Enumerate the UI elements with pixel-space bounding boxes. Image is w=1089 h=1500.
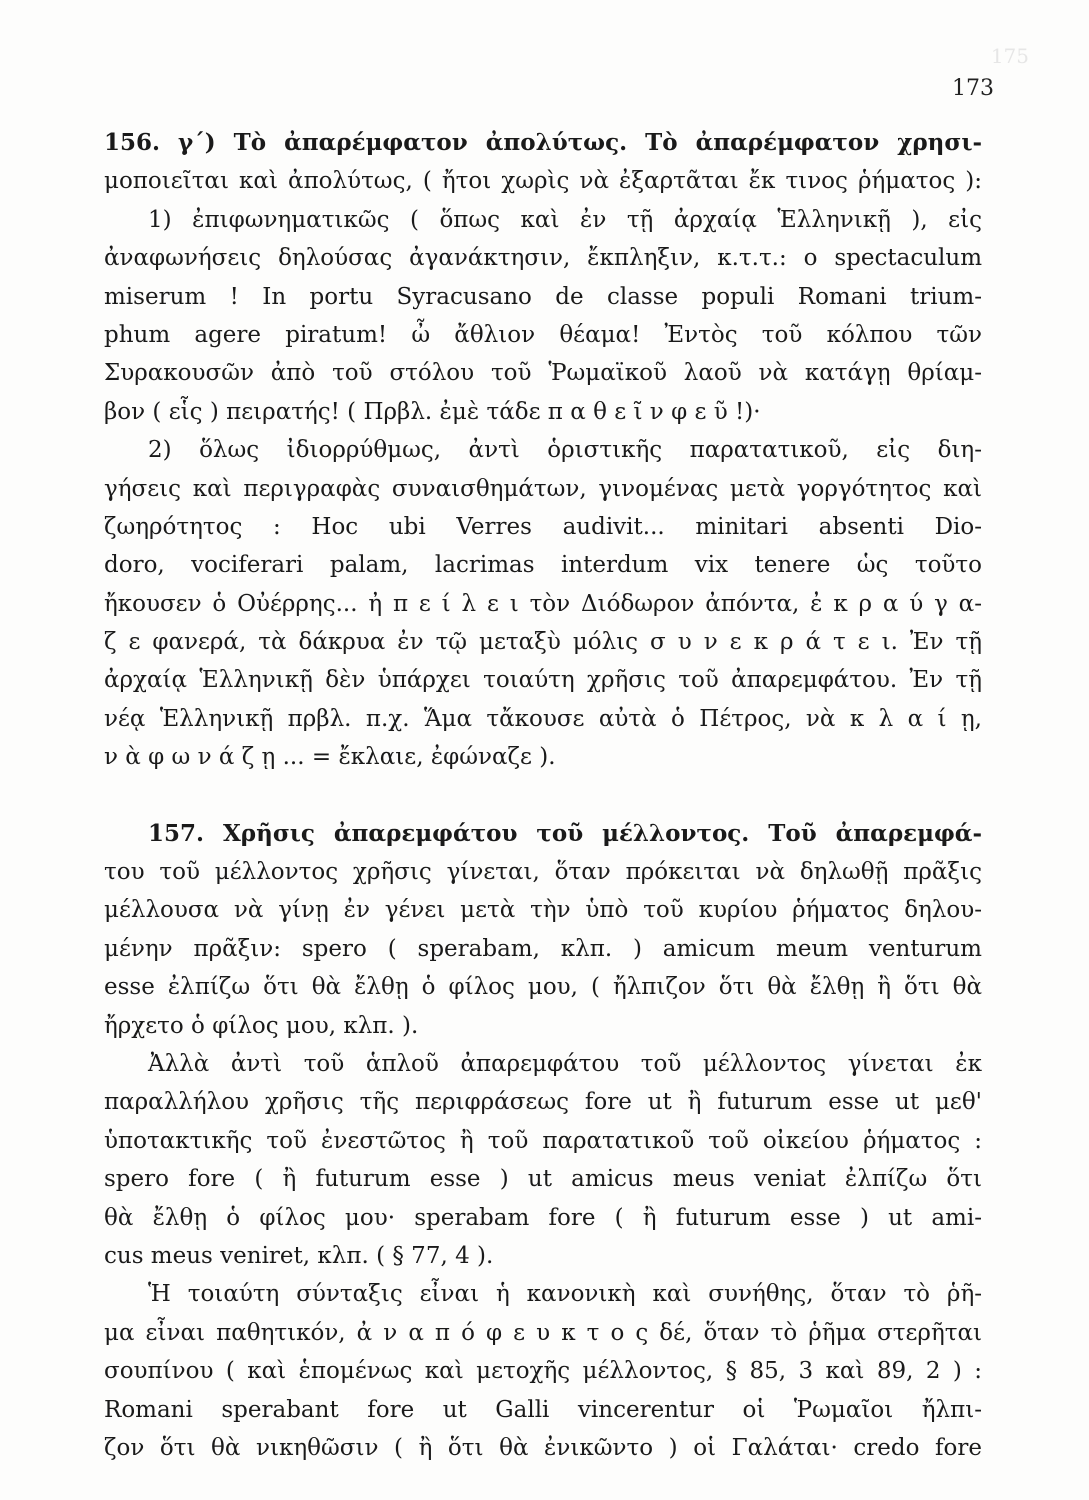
section-156-heading-line: 156. γ΄) Τὸ ἀπαρέμφατον ἀπολύτως. Τὸ ἀπαρέμφατον χρησι- [104,129,982,156]
section-gap [104,777,982,815]
page-number: 173 [952,76,994,101]
text-line: Romani sperabant fore ut Galli vincerentur οἱ Ῥωμαῖοι ἤλπι- [104,1396,982,1423]
section-157-heading-line: 157. Χρῆσις ἀπαρεμφάτου τοῦ μέλλοντος. Τοῦ ἀπαρεμφά- [148,819,982,847]
text-line: μένην πρᾶξιν: spero ( sperabam, κλπ. ) amicum meum venturum [104,935,982,962]
text-line: ν ὰ φ ω ν ά ζ ῃ ... = ἔκλαιε, ἐφώναζε ). [104,744,556,771]
text-line: esse ἐλπίζω ὅτι θὰ ἔλθῃ ὁ φίλος μου, ( ἤλπιζον ὅτι θὰ ἔλθῃ ἢ ὅτι θὰ [104,974,982,1001]
section-157 [104,815,982,1468]
text-line: phum agere piratum! ὦ ἄθλιον θέαμα! Ἐντὸς τοῦ κόλπου τῶν [104,321,982,348]
text-line: μα εἶναι παθητικόν, ἀ ν α π ό φ ε υ κ τ ο ς δέ, ὅταν τὸ ῥῆμα στερῆται [104,1319,982,1346]
text-line: του τοῦ μέλλοντος χρῆσις γίνεται, ὅταν πρόκειται νὰ δηλωθῇ πρᾶξις [104,859,982,886]
text-line: σουπίνου ( καὶ ἑπομένως καὶ μετοχῆς μέλλοντος, § 85, 3 καὶ 89, 2 ) : [104,1358,982,1385]
text-line: miserum ! In portu Syracusano de classe populi Romani trium- [104,283,982,310]
text-line: ἀναφωνήσεις δηλούσας ἀγανάκτησιν, ἔκπληξιν, κ.τ.τ.: o spectaculum [104,245,982,272]
text-line: 2) ὅλως ἰδιορρύθμως, ἀντὶ ὁριστικῆς παρατατικοῦ, εἰς διη- [148,437,982,464]
text-body [104,124,982,1467]
text-line: Ἀλλὰ ἀντὶ τοῦ ἁπλοῦ ἀπαρεμφάτου τοῦ μέλλοντος γίνεται ἐκ [148,1050,982,1077]
text-line: παραλλήλου χρῆσις τῆς περιφράσεως fore ut ἢ futurum esse ut μεθ' [104,1089,982,1116]
text-line: ἤρχετο ὁ φίλος μου, κλπ. ). [104,1012,419,1039]
bleed-through-page-number: 175 [990,44,1029,68]
text-line: doro, vociferari palam, lacrimas interdum vix tenere ὡς τοῦτο [104,552,982,579]
text-line: μοποιεῖται καὶ ἀπολύτως, ( ἤτοι χωρὶς νὰ ἐξαρτᾶται ἔκ τινος ῥήματος ): [104,168,982,195]
text-line: 1) ἐπιφωνηματικῶς ( ὅπως καὶ ἐν τῇ ἀρχαίᾳ Ἑλληνικῇ ), εἰς [148,206,982,233]
text-line: βον ( εἷς ) πειρατής! ( Πρβλ. ἐμὲ τάδε π α θ ε ῖ ν φ ε ῦ !)· [104,398,761,425]
text-line: Ἡ τοιαύτη σύνταξις εἶναι ἡ κανονικὴ καὶ συνήθης, ὅταν τὸ ῥῆ- [148,1281,982,1308]
text-line: spero fore ( ἢ futurum esse ) ut amicus meus veniat ἐλπίζω ὅτι [104,1166,982,1193]
text-line: ἤκουσεν ὁ Οὐέρρης... ἠ π ε ί λ ε ι τὸν Διόδωρον ἀπόντα, ἐ κ ρ α ύ γ α- [104,590,982,617]
section-156 [104,124,982,777]
text-line: νέᾳ Ἑλληνικῇ πρβλ. π.χ. Ἅμα τἄκουσε αὐτὰ ὁ Πέτρος, νὰ κ λ α ί ῃ, [104,705,982,732]
text-line: μέλλουσα νὰ γίνῃ ἐν γένει μετὰ τὴν ὑπὸ τοῦ κυρίου ῥήματος δηλου- [104,897,982,924]
text-line: ζ ε φανερά, τὰ δάκρυα ἐν τῷ μεταξὺ μόλις σ υ ν ε κ ρ ά τ ε ι. Ἐν τῇ [104,629,982,656]
text-line: cus meus veniret, κλπ. ( § 77, 4 ). [104,1242,494,1269]
text-line: ὑποτακτικῆς τοῦ ἐνεστῶτος ἢ τοῦ παρατατικοῦ τοῦ οἰκείου ῥήματος : [104,1127,982,1154]
text-line: γήσεις καὶ περιγραφὰς συναισθημάτων, γινομένας μετὰ γοργότητος καὶ [104,475,982,502]
text-line: ζον ὅτι θὰ νικηθῶσιν ( ἢ ὅτι θὰ ἐνικῶντο ) οἱ Γαλάται· credo fore [104,1434,982,1461]
text-line: ἀρχαίᾳ Ἑλληνικῇ δὲν ὑπάρχει τοιαύτη χρῆσις τοῦ ἀπαρεμφάτου. Ἐν τῇ [104,667,982,694]
text-line: ζωηρότητος : Hoc ubi Verres audivit... minitari absenti Dio- [104,513,982,540]
text-line: Συρακουσῶν ἀπὸ τοῦ στόλου τοῦ Ῥωμαϊκοῦ λαοῦ νὰ κατάγῃ θρίαμ- [104,360,982,387]
text-line: θὰ ἔλθῃ ὁ φίλος μου· sperabam fore ( ἢ futurum esse ) ut ami- [104,1204,982,1231]
